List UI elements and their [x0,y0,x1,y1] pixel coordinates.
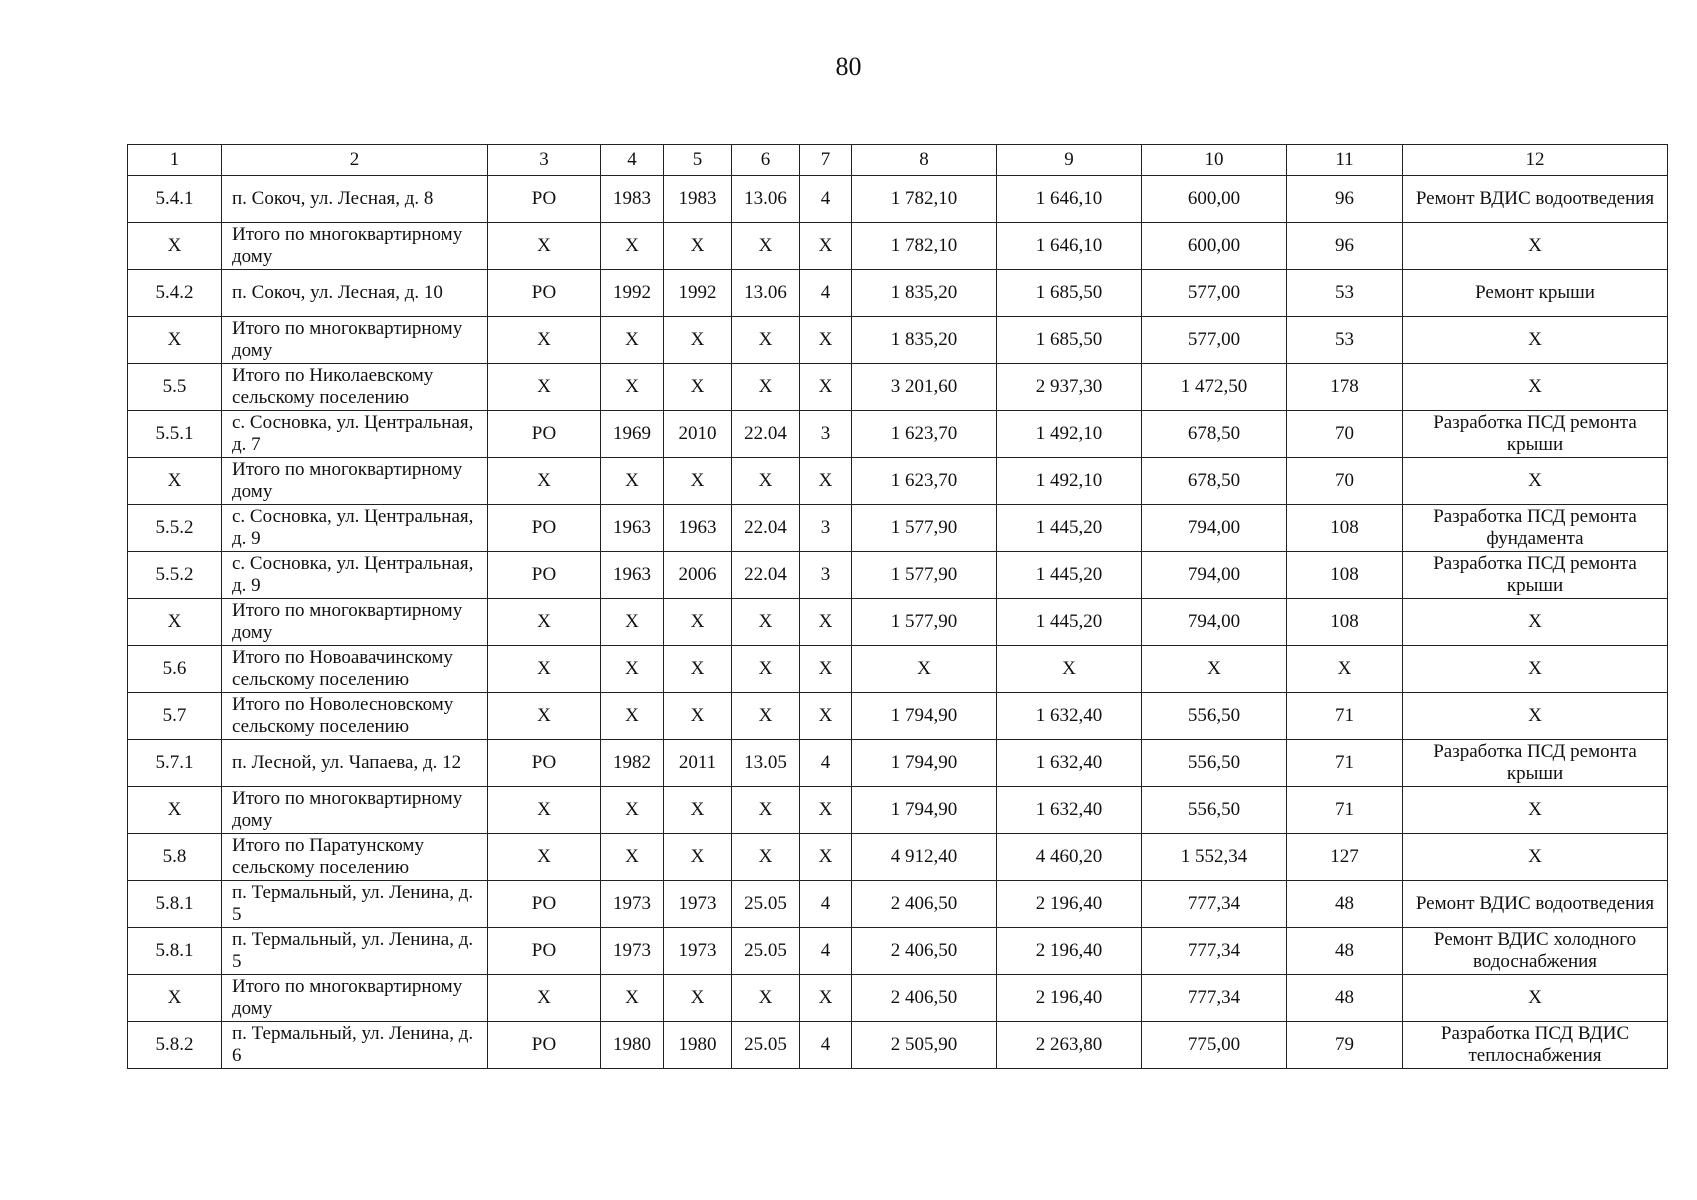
table-cell-col-7: 4 [800,928,852,975]
table-cell-col-10: 600,00 [1142,223,1287,270]
table-cell-col-3: РО [488,1022,601,1069]
table-cell-col-2: Итого по многоквартирному дому [222,458,488,505]
table-cell-col-8: 1 794,90 [852,740,997,787]
table-cell-col-1: 5.4.1 [128,176,222,223]
table-cell-col-7: 4 [800,270,852,317]
table-cell-col-4: Х [601,223,664,270]
table-cell-col-9: 1 492,10 [997,458,1142,505]
table-cell-col-2: с. Сосновка, ул. Центральная, д. 9 [222,505,488,552]
table-cell-col-4: 1980 [601,1022,664,1069]
table-cell-col-8: 2 505,90 [852,1022,997,1069]
table-cell-col-11: 70 [1287,411,1403,458]
table-row [128,552,1668,599]
table-cell-col-7: 4 [800,1022,852,1069]
table-cell-col-4: 1963 [601,552,664,599]
column-header-4: 4 [601,145,664,176]
table-cell-col-3: РО [488,270,601,317]
table-cell-col-1: 5.7.1 [128,740,222,787]
table-cell-col-7: Х [800,599,852,646]
table-cell-col-3: Х [488,458,601,505]
table-cell-col-6: 22.04 [732,552,800,599]
table-cell-col-9: 1 492,10 [997,411,1142,458]
table-cell-col-4: Х [601,599,664,646]
table-cell-col-2: Итого по многоквартирному дому [222,317,488,364]
table-cell-col-1: Х [128,317,222,364]
table-cell-col-7: Х [800,364,852,411]
table-cell-col-4: 1992 [601,270,664,317]
table-cell-col-11: 108 [1287,552,1403,599]
table-cell-col-7: 3 [800,505,852,552]
table-cell-col-6: Х [732,458,800,505]
table-cell-col-4: 1963 [601,505,664,552]
table-cell-col-12: Разработка ПСД ремонта крыши [1403,552,1668,599]
table-cell-col-5: Х [664,317,732,364]
table-cell-col-8: 1 835,20 [852,317,997,364]
table-cell-col-12: Х [1403,317,1668,364]
table-cell-col-12: Х [1403,834,1668,881]
table-cell-col-6: Х [732,834,800,881]
table-cell-col-6: 25.05 [732,1022,800,1069]
table-cell-col-9: 4 460,20 [997,834,1142,881]
table-cell-col-7: Х [800,458,852,505]
table-cell-col-11: 71 [1287,787,1403,834]
table-cell-col-10: 1 472,50 [1142,364,1287,411]
table-cell-col-10: 777,34 [1142,881,1287,928]
table-cell-col-5: 1973 [664,928,732,975]
table-cell-col-7: Х [800,975,852,1022]
table-cell-col-11: 127 [1287,834,1403,881]
table-cell-col-10: 600,00 [1142,176,1287,223]
table-cell-col-9: 1 632,40 [997,693,1142,740]
table-cell-col-4: 1983 [601,176,664,223]
table-cell-col-5: 1980 [664,1022,732,1069]
table-cell-col-1: Х [128,223,222,270]
table-cell-col-5: 2006 [664,552,732,599]
table-cell-col-5: Х [664,599,732,646]
table-cell-col-3: Х [488,693,601,740]
table-cell-col-10: 777,34 [1142,975,1287,1022]
table-cell-col-11: 108 [1287,505,1403,552]
table-cell-col-11: 71 [1287,740,1403,787]
column-header-6: 6 [732,145,800,176]
table-cell-col-1: 5.4.2 [128,270,222,317]
table-cell-col-10: 775,00 [1142,1022,1287,1069]
table-cell-col-12: Разработка ПСД ВДИС теплоснабжения [1403,1022,1668,1069]
table-cell-col-7: Х [800,223,852,270]
table-row [128,223,1668,270]
table-cell-col-6: Х [732,693,800,740]
table-cell-col-12: Х [1403,458,1668,505]
table-cell-col-9: 1 685,50 [997,270,1142,317]
table-cell-col-11: 96 [1287,223,1403,270]
table-cell-col-6: Х [732,787,800,834]
table-cell-col-12: Ремонт ВДИС водоотведения [1403,881,1668,928]
table-cell-col-5: Х [664,223,732,270]
table-cell-col-12: Разработка ПСД ремонта фундамента [1403,505,1668,552]
table-cell-col-1: Х [128,975,222,1022]
table-cell-col-8: 1 782,10 [852,223,997,270]
table-cell-col-6: Х [732,646,800,693]
table-cell-col-8: 1 577,90 [852,599,997,646]
table-cell-col-10: 678,50 [1142,411,1287,458]
table-cell-col-8: 4 912,40 [852,834,997,881]
table-cell-col-9: 1 445,20 [997,505,1142,552]
table-cell-col-5: Х [664,787,732,834]
table-cell-col-9: 1 632,40 [997,787,1142,834]
table-cell-col-6: 22.04 [732,411,800,458]
table-cell-col-4: Х [601,834,664,881]
table-cell-col-4: Х [601,646,664,693]
table-cell-col-9: 2 196,40 [997,975,1142,1022]
table-cell-col-5: Х [664,364,732,411]
table-cell-col-2: Итого по Новоавачинскому сельскому поселению [222,646,488,693]
table-cell-col-1: 5.8 [128,834,222,881]
table-cell-col-12: Разработка ПСД ремонта крыши [1403,740,1668,787]
page-number: 80 [835,52,862,81]
table-cell-col-4: Х [601,364,664,411]
table-row [128,599,1668,646]
table-cell-col-9: 1 646,10 [997,223,1142,270]
table-cell-col-1: 5.5.2 [128,505,222,552]
table-cell-col-10: 1 552,34 [1142,834,1287,881]
table-cell-col-4: 1982 [601,740,664,787]
table-cell-col-6: 13.05 [732,740,800,787]
table-cell-col-4: Х [601,787,664,834]
table-cell-col-7: 3 [800,552,852,599]
table-cell-col-8: 1 623,70 [852,458,997,505]
table-cell-col-7: Х [800,693,852,740]
table-cell-col-1: Х [128,787,222,834]
column-header-1: 1 [128,145,222,176]
table-cell-col-2: Итого по Новолесновскому сельскому поселению [222,693,488,740]
table-cell-col-2: Итого по многоквартирному дому [222,599,488,646]
table-cell-col-11: 53 [1287,270,1403,317]
table-cell-col-7: Х [800,834,852,881]
table-cell-col-3: РО [488,411,601,458]
table-cell-col-12: Х [1403,693,1668,740]
table-cell-col-3: Х [488,834,601,881]
table-cell-col-6: Х [732,223,800,270]
table-cell-col-2: п. Термальный, ул. Ленина, д. 5 [222,881,488,928]
table-cell-col-9: 1 632,40 [997,740,1142,787]
table-cell-col-5: 1963 [664,505,732,552]
table-cell-col-12: Х [1403,223,1668,270]
column-header-5: 5 [664,145,732,176]
table-row [128,928,1668,975]
housing-register-table [127,144,1668,1069]
table-cell-col-8: 1 577,90 [852,552,997,599]
table-cell-col-10: 556,50 [1142,693,1287,740]
table-cell-col-2: Итого по Николаевскому сельскому поселению [222,364,488,411]
table-cell-col-7: 3 [800,411,852,458]
table-cell-col-3: Х [488,223,601,270]
table-cell-col-11: 178 [1287,364,1403,411]
table-cell-col-10: Х [1142,646,1287,693]
table-cell-col-8: 1 623,70 [852,411,997,458]
table-cell-col-3: РО [488,740,601,787]
column-header-3: 3 [488,145,601,176]
table-cell-col-10: 556,50 [1142,787,1287,834]
table-cell-col-12: Ремонт ВДИС холодного водоснабжения [1403,928,1668,975]
table-cell-col-11: 48 [1287,881,1403,928]
table-cell-col-3: РО [488,881,601,928]
table-cell-col-5: 1973 [664,881,732,928]
table-cell-col-11: 48 [1287,975,1403,1022]
table-cell-col-9: 2 263,80 [997,1022,1142,1069]
table-cell-col-7: Х [800,317,852,364]
table-row [128,270,1668,317]
table-cell-col-3: РО [488,928,601,975]
table-cell-col-7: 4 [800,176,852,223]
table-cell-col-4: Х [601,693,664,740]
table-cell-col-3: РО [488,505,601,552]
table-row [128,411,1668,458]
table-cell-col-5: Х [664,834,732,881]
column-header-9: 9 [997,145,1142,176]
table-cell-col-4: Х [601,317,664,364]
table-row [128,646,1668,693]
table-cell-col-11: 70 [1287,458,1403,505]
table-cell-col-5: Х [664,975,732,1022]
table-cell-col-3: РО [488,552,601,599]
table-cell-col-10: 794,00 [1142,505,1287,552]
table-row [128,364,1668,411]
table-cell-col-4: 1969 [601,411,664,458]
table-cell-col-2: п. Термальный, ул. Ленина, д. 6 [222,1022,488,1069]
table-cell-col-9: 1 445,20 [997,552,1142,599]
table-cell-col-4: Х [601,975,664,1022]
table-row [128,975,1668,1022]
table-cell-col-2: п. Сокоч, ул. Лесная, д. 10 [222,270,488,317]
table-row [128,176,1668,223]
table-row [128,834,1668,881]
table-cell-col-12: Ремонт крыши [1403,270,1668,317]
table-cell-col-12: Х [1403,975,1668,1022]
table-cell-col-7: 4 [800,881,852,928]
table-cell-col-5: 1992 [664,270,732,317]
table-cell-col-12: Х [1403,599,1668,646]
table-cell-col-1: 5.7 [128,693,222,740]
table-cell-col-4: Х [601,458,664,505]
table-cell-col-1: Х [128,458,222,505]
table-cell-col-5: Х [664,693,732,740]
column-header-7: 7 [800,145,852,176]
table-cell-col-6: Х [732,364,800,411]
table-cell-col-9: 1 685,50 [997,317,1142,364]
table-cell-col-10: 777,34 [1142,928,1287,975]
table-cell-col-1: 5.5.1 [128,411,222,458]
table-cell-col-1: Х [128,599,222,646]
table-cell-col-1: 5.6 [128,646,222,693]
column-header-8: 8 [852,145,997,176]
table-cell-col-4: 1973 [601,881,664,928]
table-cell-col-9: 2 937,30 [997,364,1142,411]
table-cell-col-11: 108 [1287,599,1403,646]
table-cell-col-1: 5.8.1 [128,928,222,975]
table-cell-col-9: 2 196,40 [997,881,1142,928]
table-cell-col-1: 5.5 [128,364,222,411]
table-cell-col-3: Х [488,646,601,693]
table-cell-col-8: 1 835,20 [852,270,997,317]
table-cell-col-8: 1 794,90 [852,787,997,834]
table-cell-col-10: 577,00 [1142,270,1287,317]
table-cell-col-12: Ремонт ВДИС водоотведения [1403,176,1668,223]
table-cell-col-10: 794,00 [1142,552,1287,599]
table-cell-col-6: 25.05 [732,928,800,975]
table-cell-col-2: Итого по многоквартирному дому [222,975,488,1022]
table-cell-col-8: 1 782,10 [852,176,997,223]
table-row [128,740,1668,787]
table-cell-col-11: 79 [1287,1022,1403,1069]
table-cell-col-5: Х [664,646,732,693]
table-cell-col-6: 13.06 [732,270,800,317]
table-cell-col-11: 48 [1287,928,1403,975]
table-cell-col-9: 2 196,40 [997,928,1142,975]
table-cell-col-6: Х [732,975,800,1022]
table-cell-col-7: Х [800,646,852,693]
table-cell-col-2: п. Сокоч, ул. Лесная, д. 8 [222,176,488,223]
table-row [128,1022,1668,1069]
table-cell-col-8: 1 577,90 [852,505,997,552]
table-cell-col-5: Х [664,458,732,505]
table-cell-col-3: Х [488,787,601,834]
table-cell-col-1: 5.8.1 [128,881,222,928]
table-cell-col-10: 678,50 [1142,458,1287,505]
table-cell-col-2: п. Лесной, ул. Чапаева, д. 12 [222,740,488,787]
table-cell-col-9: Х [997,646,1142,693]
table-cell-col-2: с. Сосновка, ул. Центральная, д. 7 [222,411,488,458]
column-header-12: 12 [1403,145,1668,176]
table-cell-col-2: Итого по многоквартирному дому [222,787,488,834]
table-cell-col-8: 2 406,50 [852,928,997,975]
table-cell-col-5: 2010 [664,411,732,458]
table-cell-col-2: п. Термальный, ул. Ленина, д. 5 [222,928,488,975]
table-cell-col-10: 794,00 [1142,599,1287,646]
table-cell-col-9: 1 646,10 [997,176,1142,223]
header-row [128,145,1668,176]
table-row [128,505,1668,552]
table-cell-col-3: РО [488,176,601,223]
table-cell-col-10: 577,00 [1142,317,1287,364]
table-cell-col-10: 556,50 [1142,740,1287,787]
column-header-2: 2 [222,145,488,176]
table-cell-col-2: Итого по Паратунскому сельскому поселению [222,834,488,881]
table-row [128,317,1668,364]
table-cell-col-6: 13.06 [732,176,800,223]
table-cell-col-5: 1983 [664,176,732,223]
table-cell-col-8: 3 201,60 [852,364,997,411]
table-cell-col-4: 1973 [601,928,664,975]
table-cell-col-8: 2 406,50 [852,975,997,1022]
table-cell-col-6: Х [732,599,800,646]
table-cell-col-1: 5.8.2 [128,1022,222,1069]
table-cell-col-8: Х [852,646,997,693]
table-cell-col-3: Х [488,599,601,646]
table-cell-col-6: Х [732,317,800,364]
table-cell-col-11: 53 [1287,317,1403,364]
table-cell-col-3: Х [488,317,601,364]
table-cell-col-11: Х [1287,646,1403,693]
table-cell-col-6: 22.04 [732,505,800,552]
table-cell-col-11: 96 [1287,176,1403,223]
table-cell-col-3: Х [488,364,601,411]
table-cell-col-3: Х [488,975,601,1022]
table-cell-col-8: 1 794,90 [852,693,997,740]
table-cell-col-5: 2011 [664,740,732,787]
table-cell-col-2: Итого по многоквартирному дому [222,223,488,270]
column-header-11: 11 [1287,145,1403,176]
table-row [128,881,1668,928]
table-row [128,693,1668,740]
table-cell-col-2: с. Сосновка, ул. Центральная, д. 9 [222,552,488,599]
table-cell-col-7: Х [800,787,852,834]
table-cell-col-9: 1 445,20 [997,599,1142,646]
table-cell-col-6: 25.05 [732,881,800,928]
table-cell-col-12: Х [1403,787,1668,834]
table-cell-col-12: Разработка ПСД ремонта крыши [1403,411,1668,458]
table-cell-col-8: 2 406,50 [852,881,997,928]
column-header-10: 10 [1142,145,1287,176]
table-cell-col-12: Х [1403,364,1668,411]
table-cell-col-7: 4 [800,740,852,787]
table-cell-col-1: 5.5.2 [128,552,222,599]
table-row [128,458,1668,505]
table-row [128,787,1668,834]
table-cell-col-12: Х [1403,646,1668,693]
table-cell-col-11: 71 [1287,693,1403,740]
